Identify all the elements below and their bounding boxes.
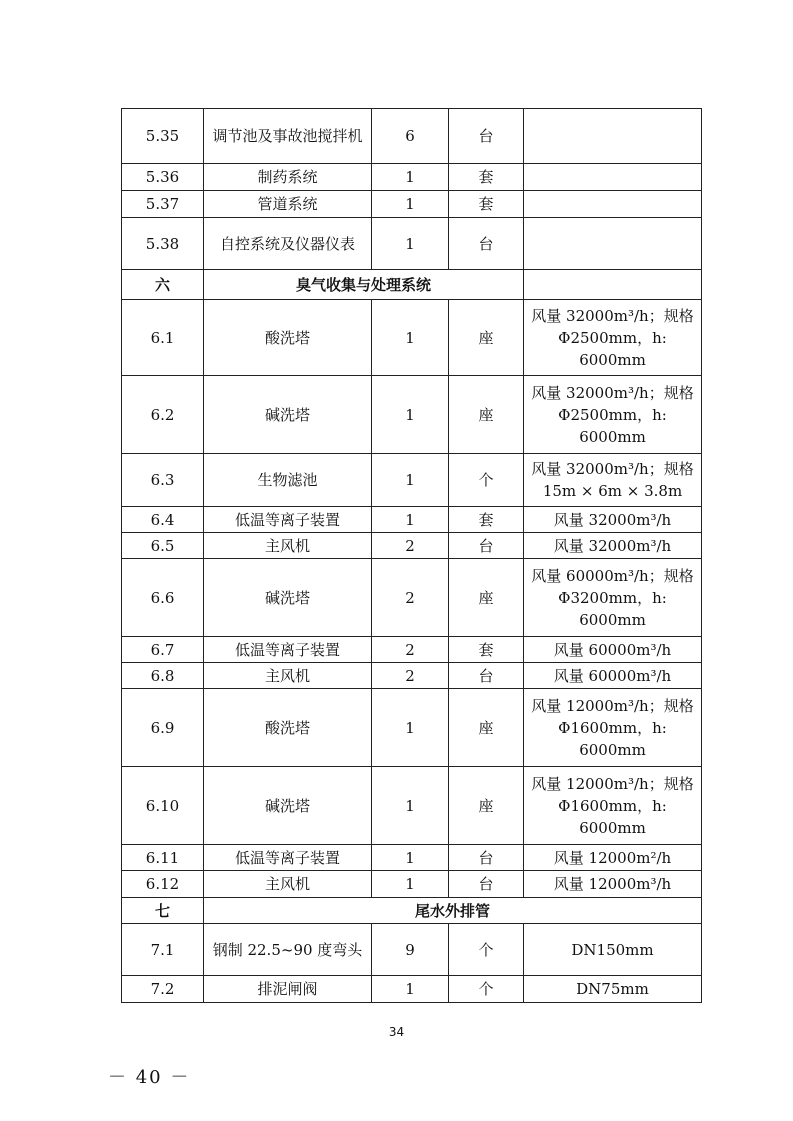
table-row bbox=[122, 637, 702, 663]
item-quantity: 1 bbox=[372, 300, 449, 376]
table-row bbox=[122, 218, 702, 270]
item-spec: 风量 60000m³/h；规格Φ3200mm，h: 6000mm bbox=[524, 559, 702, 637]
item-spec bbox=[524, 218, 702, 270]
table-row bbox=[122, 507, 702, 533]
item-unit: 座 bbox=[449, 559, 524, 637]
item-spec: 风量 12000m³/h；规格Φ1600mm，h: 6000mm bbox=[524, 767, 702, 845]
item-quantity: 1 bbox=[372, 164, 449, 191]
item-spec: 风量 12000m²/h bbox=[524, 845, 702, 871]
item-unit: 座 bbox=[449, 300, 524, 376]
item-quantity: 1 bbox=[372, 845, 449, 871]
item-name: 管道系统 bbox=[204, 191, 372, 218]
item-unit: 套 bbox=[449, 191, 524, 218]
item-unit: 台 bbox=[449, 871, 524, 898]
item-spec: 风量 60000m³/h bbox=[524, 663, 702, 689]
item-name: 主风机 bbox=[204, 533, 372, 559]
table-row bbox=[122, 164, 702, 191]
item-name: 碱洗塔 bbox=[204, 559, 372, 637]
item-name: 排泥闸阀 bbox=[204, 976, 372, 1003]
table-row bbox=[122, 871, 702, 898]
item-name: 钢制 22.5~90 度弯头 bbox=[204, 924, 372, 976]
item-spec: 风量 12000m³/h bbox=[524, 871, 702, 898]
section-number: 七 bbox=[122, 898, 204, 924]
item-number: 7.1 bbox=[122, 924, 204, 976]
item-name: 自控系统及仪器仪表 bbox=[204, 218, 372, 270]
print-page-number: － 40 － bbox=[108, 1067, 191, 1088]
item-quantity: 1 bbox=[372, 507, 449, 533]
item-spec: 风量 32000m³/h bbox=[524, 533, 702, 559]
item-unit: 套 bbox=[449, 164, 524, 191]
page-number: 34 bbox=[388, 1025, 405, 1039]
section-row bbox=[122, 898, 702, 924]
table-row bbox=[122, 191, 702, 218]
item-number: 5.35 bbox=[122, 109, 204, 164]
item-number: 6.7 bbox=[122, 637, 204, 663]
item-number: 6.9 bbox=[122, 689, 204, 767]
item-quantity: 2 bbox=[372, 637, 449, 663]
item-name: 碱洗塔 bbox=[204, 376, 372, 454]
item-quantity: 1 bbox=[372, 454, 449, 507]
item-spec bbox=[524, 191, 702, 218]
item-unit: 台 bbox=[449, 109, 524, 164]
table-row bbox=[122, 924, 702, 976]
item-number: 6.11 bbox=[122, 845, 204, 871]
item-spec: DN150mm bbox=[524, 924, 702, 976]
item-quantity: 1 bbox=[372, 976, 449, 1003]
item-name: 主风机 bbox=[204, 871, 372, 898]
item-quantity: 2 bbox=[372, 533, 449, 559]
table-row bbox=[122, 376, 702, 454]
item-number: 6.5 bbox=[122, 533, 204, 559]
item-unit: 台 bbox=[449, 533, 524, 559]
item-name: 生物滤池 bbox=[204, 454, 372, 507]
item-unit: 个 bbox=[449, 454, 524, 507]
item-unit: 个 bbox=[449, 976, 524, 1003]
section-title: 尾水外排管 bbox=[204, 898, 702, 924]
item-number: 6.3 bbox=[122, 454, 204, 507]
item-number: 6.12 bbox=[122, 871, 204, 898]
item-spec: 风量 32000m³/h；规格Φ2500mm，h: 6000mm bbox=[524, 376, 702, 454]
item-name: 制药系统 bbox=[204, 164, 372, 191]
item-number: 6.6 bbox=[122, 559, 204, 637]
item-quantity: 1 bbox=[372, 767, 449, 845]
item-quantity: 1 bbox=[372, 191, 449, 218]
item-unit: 个 bbox=[449, 924, 524, 976]
item-name: 低温等离子装置 bbox=[204, 845, 372, 871]
item-name: 调节池及事故池搅拌机 bbox=[204, 109, 372, 164]
item-number: 7.2 bbox=[122, 976, 204, 1003]
item-unit: 座 bbox=[449, 376, 524, 454]
table-row bbox=[122, 454, 702, 507]
item-spec: 风量 32000m³/h；规格Φ2500mm，h: 6000mm bbox=[524, 300, 702, 376]
section-spec-empty bbox=[524, 270, 702, 300]
item-quantity: 6 bbox=[372, 109, 449, 164]
equipment-table bbox=[121, 108, 702, 1003]
item-spec bbox=[524, 164, 702, 191]
table-row bbox=[122, 559, 702, 637]
item-name: 低温等离子装置 bbox=[204, 637, 372, 663]
item-quantity: 1 bbox=[372, 871, 449, 898]
item-unit: 台 bbox=[449, 218, 524, 270]
item-number: 5.38 bbox=[122, 218, 204, 270]
item-unit: 座 bbox=[449, 689, 524, 767]
item-name: 低温等离子装置 bbox=[204, 507, 372, 533]
item-unit: 套 bbox=[449, 507, 524, 533]
table-row bbox=[122, 533, 702, 559]
table-row bbox=[122, 845, 702, 871]
item-spec bbox=[524, 109, 702, 164]
table-row bbox=[122, 976, 702, 1003]
item-spec: 风量 60000m³/h bbox=[524, 637, 702, 663]
item-number: 5.36 bbox=[122, 164, 204, 191]
item-number: 6.4 bbox=[122, 507, 204, 533]
section-number: 六 bbox=[122, 270, 204, 300]
item-unit: 套 bbox=[449, 637, 524, 663]
item-quantity: 2 bbox=[372, 559, 449, 637]
item-quantity: 2 bbox=[372, 663, 449, 689]
item-number: 6.8 bbox=[122, 663, 204, 689]
item-name: 酸洗塔 bbox=[204, 689, 372, 767]
table-row bbox=[122, 689, 702, 767]
section-title: 臭气收集与处理系统 bbox=[204, 270, 524, 300]
item-spec: 风量 12000m³/h；规格Φ1600mm，h: 6000mm bbox=[524, 689, 702, 767]
item-name: 碱洗塔 bbox=[204, 767, 372, 845]
item-quantity: 9 bbox=[372, 924, 449, 976]
item-number: 6.10 bbox=[122, 767, 204, 845]
item-unit: 台 bbox=[449, 663, 524, 689]
table-row bbox=[122, 663, 702, 689]
item-quantity: 1 bbox=[372, 218, 449, 270]
item-spec: 风量 32000m³/h；规格 15m × 6m × 3.8m bbox=[524, 454, 702, 507]
item-quantity: 1 bbox=[372, 376, 449, 454]
item-quantity: 1 bbox=[372, 689, 449, 767]
table-row bbox=[122, 109, 702, 164]
item-unit: 台 bbox=[449, 845, 524, 871]
item-number: 6.2 bbox=[122, 376, 204, 454]
item-spec: DN75mm bbox=[524, 976, 702, 1003]
item-unit: 座 bbox=[449, 767, 524, 845]
item-name: 酸洗塔 bbox=[204, 300, 372, 376]
item-number: 5.37 bbox=[122, 191, 204, 218]
table-row bbox=[122, 767, 702, 845]
item-spec: 风量 32000m³/h bbox=[524, 507, 702, 533]
table-row bbox=[122, 300, 702, 376]
section-row bbox=[122, 270, 702, 300]
item-name: 主风机 bbox=[204, 663, 372, 689]
item-number: 6.1 bbox=[122, 300, 204, 376]
